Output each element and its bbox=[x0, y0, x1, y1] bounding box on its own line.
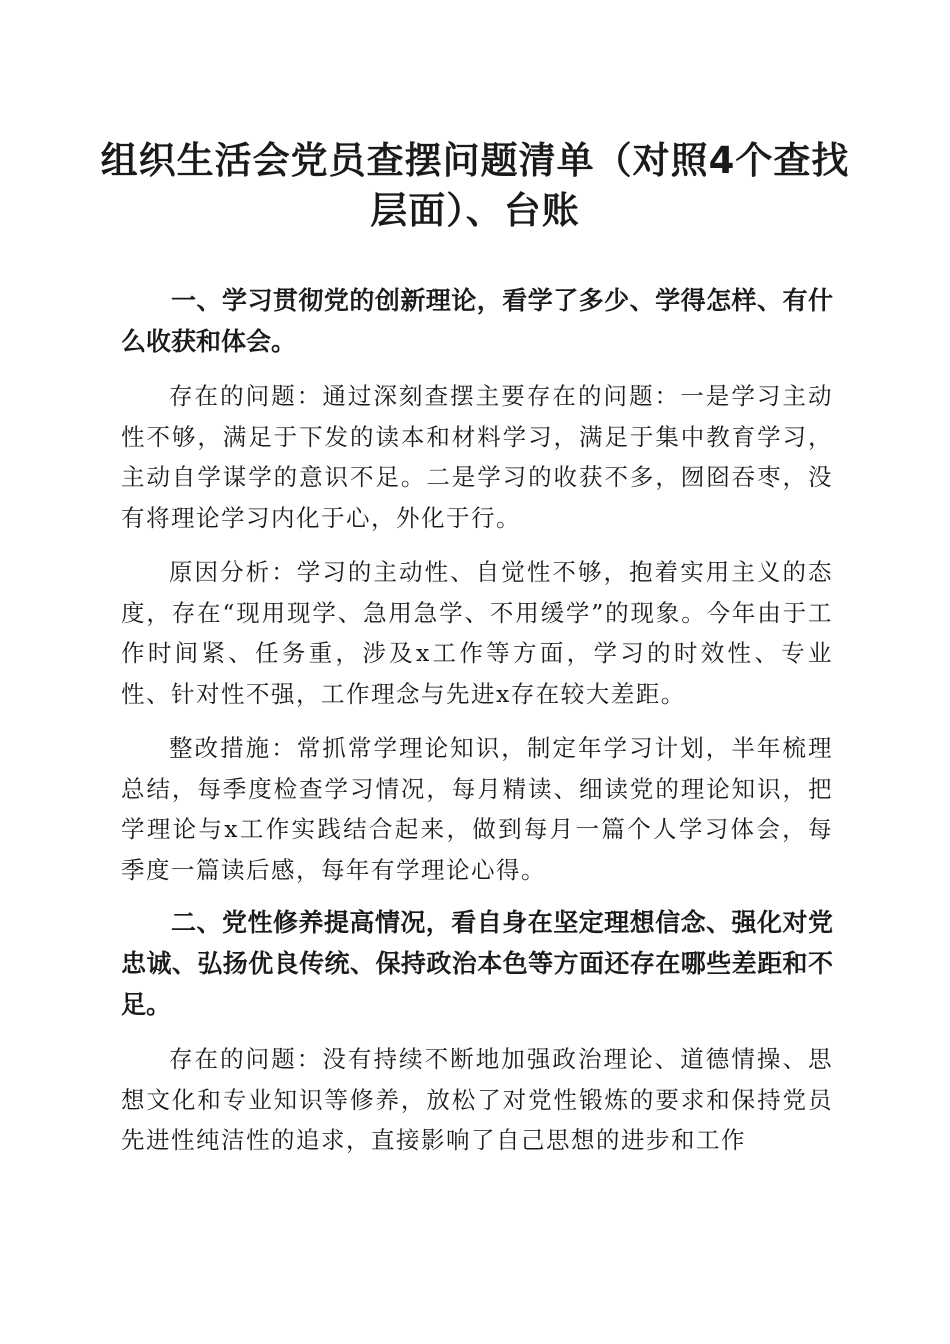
section-heading: 二、党性修养提高情况，看自身在坚定理想信念、强化对党忠诚、弘扬优良传统、保持政治本色等方面还存在哪些差距和不足。 bbox=[121, 908, 833, 1019]
section-heading: 一、学习贯彻党的创新理论，看学了多少、学得怎样、有什么收获和体会。 bbox=[121, 286, 833, 356]
paragraph-problems: 存在的问题：通过深刻查摆主要存在的问题：一是学习主动性不够，满足于下发的读本和材料学习，满足于集中教育学习，主动自学谋学的意识不足。二是学习的收获不多，囫囵吞枣，没有将理论学习内化于心，外化于行。 bbox=[121, 382, 833, 532]
document-body bbox=[121, 280, 833, 1161]
paragraph-cause-analysis: 原因分析：学习的主动性、自觉性不够，抱着实用主义的态度，存在“现用现学、急用急学、不用缓学”的现象。今年由于工作时间紧、任务重，涉及x工作等方面，学习的时效性、专业性、针对性不强，工作理念与先进x存在较大差距。 bbox=[121, 558, 833, 708]
paragraph-rectification: 整改措施：常抓常学理论知识，制定年学习计划，半年梳理总结，每季度检查学习情况，每月精读、细读党的理论知识，把学理论与x工作实践结合起来，做到每月一篇个人学习体会，每季度一篇读后感，每年有学理论心得。 bbox=[121, 734, 833, 884]
document-title: 组织生活会党员查摆问题清单（对照4个查找层面）、台账 bbox=[100, 139, 850, 232]
paragraph-problems: 存在的问题：没有持续不断地加强政治理论、道德情操、思想文化和专业知识等修养，放松了对党性锻炼的要求和保持党员先进性纯洁性的追求，直接影响了自己思想的进步和工作 bbox=[121, 1045, 833, 1154]
